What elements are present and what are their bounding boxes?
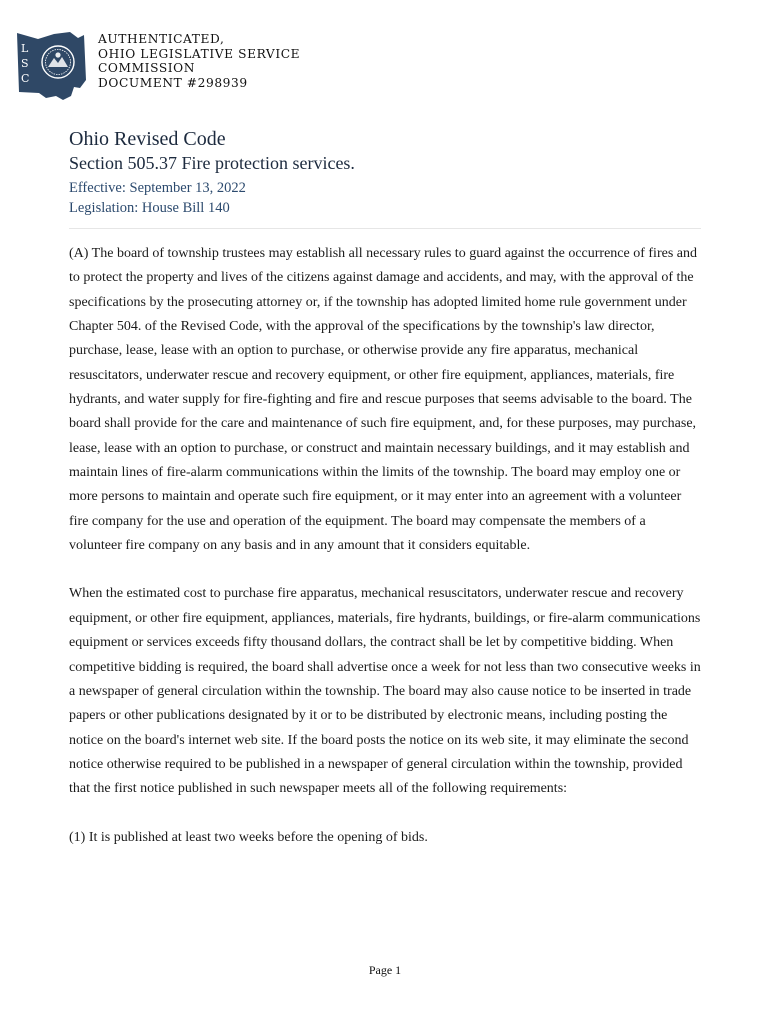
lsc-ohio-seal-logo <box>14 30 88 102</box>
effective-date: Effective: September 13, 2022 <box>69 180 246 196</box>
svg-text:S: S <box>21 57 29 70</box>
body-paragraph: (1) It is published at least two weeks before the opening of bids. <box>69 829 428 845</box>
stamp-line: COMMISSION <box>98 61 196 76</box>
section-title: Section 505.37 Fire protection services. <box>69 153 355 173</box>
body-paragraph: (A) The board of township trustees may establish all necessary rules to guard against the occurrence of fires and to protect the property and lives of the citizens against damage and accidents, and may, with the approval of the specifications by the prosecuting attorney or, if the township has adopted limited home rule government under Chapter 504. of the Revised Code, with the approval of the specifications by the township's law director, purchase, lease, lease with an option to purchase, or otherwise provide any fire apparatus, mechanical resuscitators, underwater rescue and recovery equipment, or other fire equipment, appliances, materials, fire hydrants, and water supply for fire-fighting and fire and rescue purposes that seems advisable to the board. The board shall provide for the care and maintenance of such fire equipment, and, for these purposes, may purchase, lease, lease with an option to purchase, or construct and maintain necessary buildings, and it may establish and maintain lines of fire-alarm communications within the limits of the township. The board may employ one or more persons to maintain and operate such fire equipment, or it may enter into an agreement with a volunteer fire company for the use and operation of the equipment. The board may compensate the members of a volunteer fire company on any basis and in any amount that it considers equitable. <box>69 246 697 554</box>
document-header <box>69 126 701 218</box>
body-paragraph: When the estimated cost to purchase fire apparatus, mechanical resuscitators, underwater rescue and recovery equipment, or other fire equipment, appliances, materials, fire hydrants, buildings, or fire-alarm communications equipment or services exceeds fifty thousand dollars, the contract shall be let by competitive bidding. When competitive bidding is required, the board shall advertise once a week for not less than two consecutive weeks in a newspaper of general circulation within the township. The board may also cause notice to be inserted in trade papers or other publications designated by it or to be distributed by electronic means, including posting the notice on the board's internet web site. If the board posts the notice on its web site, it may eliminate the second notice otherwise required to be published in a newspaper of general circulation within the township, provided that the first notice published in such newspaper meets all of the following requirements: <box>69 586 701 797</box>
header-divider <box>69 228 701 229</box>
document-body <box>69 242 701 874</box>
page-number: Page 1 <box>368 963 402 977</box>
authentication-stamp <box>14 30 300 102</box>
stamp-text <box>98 32 300 90</box>
code-title: Ohio Revised Code <box>69 128 226 150</box>
stamp-line: AUTHENTICATED, <box>98 32 225 46</box>
svg-text:C: C <box>21 72 30 85</box>
stamp-line: DOCUMENT #298939 <box>98 75 248 90</box>
legislation: Legislation: House Bill 140 <box>69 200 230 216</box>
svg-text:L: L <box>21 42 29 55</box>
stamp-line: OHIO LEGISLATIVE SERVICE <box>98 46 301 61</box>
